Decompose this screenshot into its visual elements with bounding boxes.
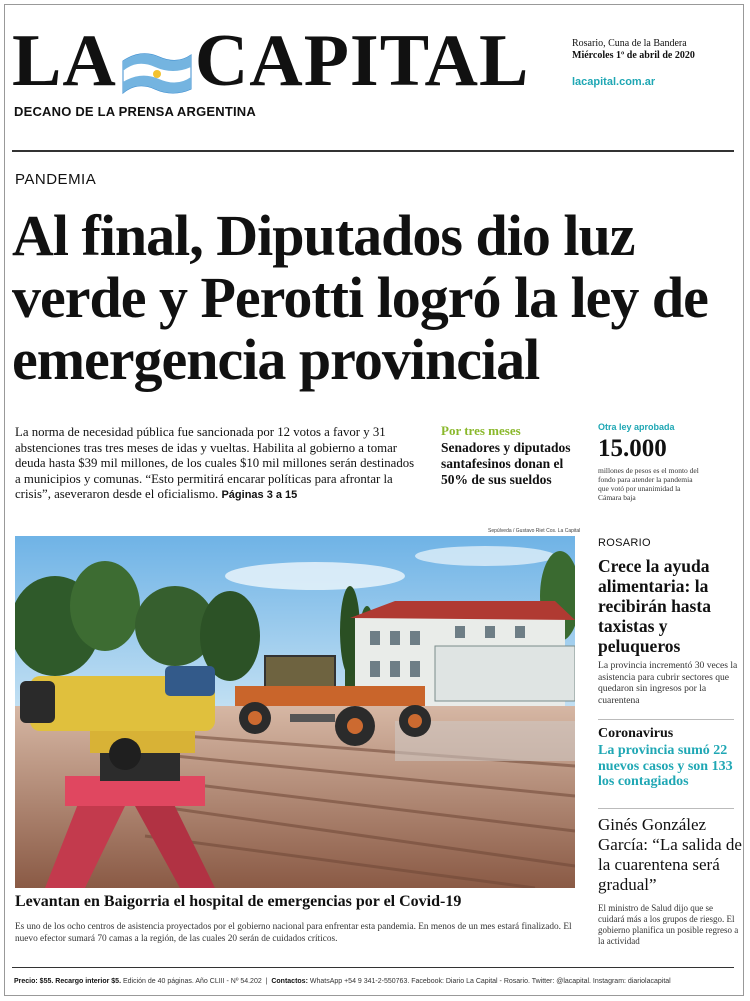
rosario-text: La provincia incrementó 30 veces la asistencia para cubrir sectores que quedaron sin ingresos por la cuarentena <box>598 660 738 706</box>
footer-info: Precio: $55. Recargo interior $5. Edición de 40 páginas. Año CLIII - Nº 54.202 | Contactos: WhatsApp +54 9 341-2-550763. Facebook: Diario La Capital - Rosario. Twitter: @lacapital. Instagram: diariolacapital <box>14 978 671 985</box>
law-description: millones de pesos es el monto del fondo para atender la pandemia que votó por unanimidad la Cámara baja <box>598 466 699 502</box>
masthead-city: Rosario, Cuna de la Bandera <box>572 38 687 49</box>
coronavirus-kicker: Coronavirus <box>598 726 674 741</box>
logo-text-right: CAPITAL <box>194 20 530 102</box>
footer-contacts-label: Contactos: <box>271 978 308 985</box>
law-number: 15.000 <box>598 435 667 462</box>
rosario-kicker: ROSARIO <box>598 537 651 549</box>
lead-headline[interactable]: Al final, Diputados dio luz verde y Perotti logró la ley de emergencia provincial <box>12 203 708 392</box>
sub-story-kicker: Por tres meses <box>441 423 521 438</box>
footer-price-detail: Recargo interior $5. <box>55 978 122 985</box>
sub-story-headline[interactable]: Senadores y diputados santafesinos donan el 50% de sus sueldos <box>441 440 571 487</box>
coronavirus-headline[interactable]: La provincia sumó 22 nuevos casos y son 133 los contagiados <box>598 743 733 789</box>
masthead-divider <box>12 150 734 152</box>
footer-divider <box>12 967 734 968</box>
rosario-headline[interactable]: Crece la ayuda alimentaria: la recibirán hasta taxistas y peluqueros <box>598 556 711 656</box>
right-column-divider <box>598 719 734 720</box>
footer-contacts: WhatsApp +54 9 341-2-550763. Facebook: Diario La Capital - Rosario. Twitter: @lacapital. Instagram: diariolacapital <box>309 978 671 985</box>
argentina-flag-icon <box>119 36 193 88</box>
hospital-construction-photo[interactable] <box>15 536 575 888</box>
gines-headline[interactable]: Ginés González García: “La salida de la cuarentena será gradual” <box>598 815 742 894</box>
lead-section-label: PANDEMIA <box>15 171 97 188</box>
masthead-website-link[interactable]: lacapital.com.ar <box>572 76 656 88</box>
footer-price: Precio: $55. <box>14 978 54 985</box>
gines-text: El ministro de Salud dijo que se cuidará más a los grupos de riesgo. El gobierno planifica un posible regreso a la actividad <box>598 903 739 946</box>
lead-body <box>15 425 420 504</box>
masthead-tagline: DECANO DE LA PRENSA ARGENTINA <box>14 104 256 119</box>
right-column-divider-2 <box>598 808 734 809</box>
masthead-logo[interactable] <box>12 22 552 100</box>
photo-caption-title[interactable]: Levantan en Baigorria el hospital de emergencias por el Covid-19 <box>15 893 462 910</box>
photo-caption-text: Es uno de los ocho centros de asistencia proyectados por el gobierno nacional para enfrentar esta pandemia. En menos de un mes estará finalizado. El nuevo efector sumará 70 camas a la región, de las cuales 20 serán de cuidados críticos. <box>15 922 572 944</box>
lead-pages-reference: Páginas 3 a 15 <box>221 489 298 502</box>
logo-text-left: LA <box>12 20 117 102</box>
footer-edition: Edición de 40 páginas. Año CLIII - Nº 54.202 <box>122 978 262 985</box>
photo-credit: Sepúlveda / Gustavo Riet Cos. La Capital <box>488 528 581 534</box>
masthead-date: Miércoles 1º de abril de 2020 <box>572 50 695 61</box>
lead-body-text: La norma de necesidad pública fue sancionada por 12 votos a favor y 31 abstenciones tras tres meses de idas y vueltas. Habilita al gobierno a tomar deuda hasta $39 mil millones, de los cuales $10 mil millones serán destinados a municipios y comunas. “Esto permitirá encarar políticas para afrontar la crisis”, aseveraron desde el oficialismo. <box>15 425 415 502</box>
law-kicker: Otra ley aprobada <box>598 422 675 432</box>
